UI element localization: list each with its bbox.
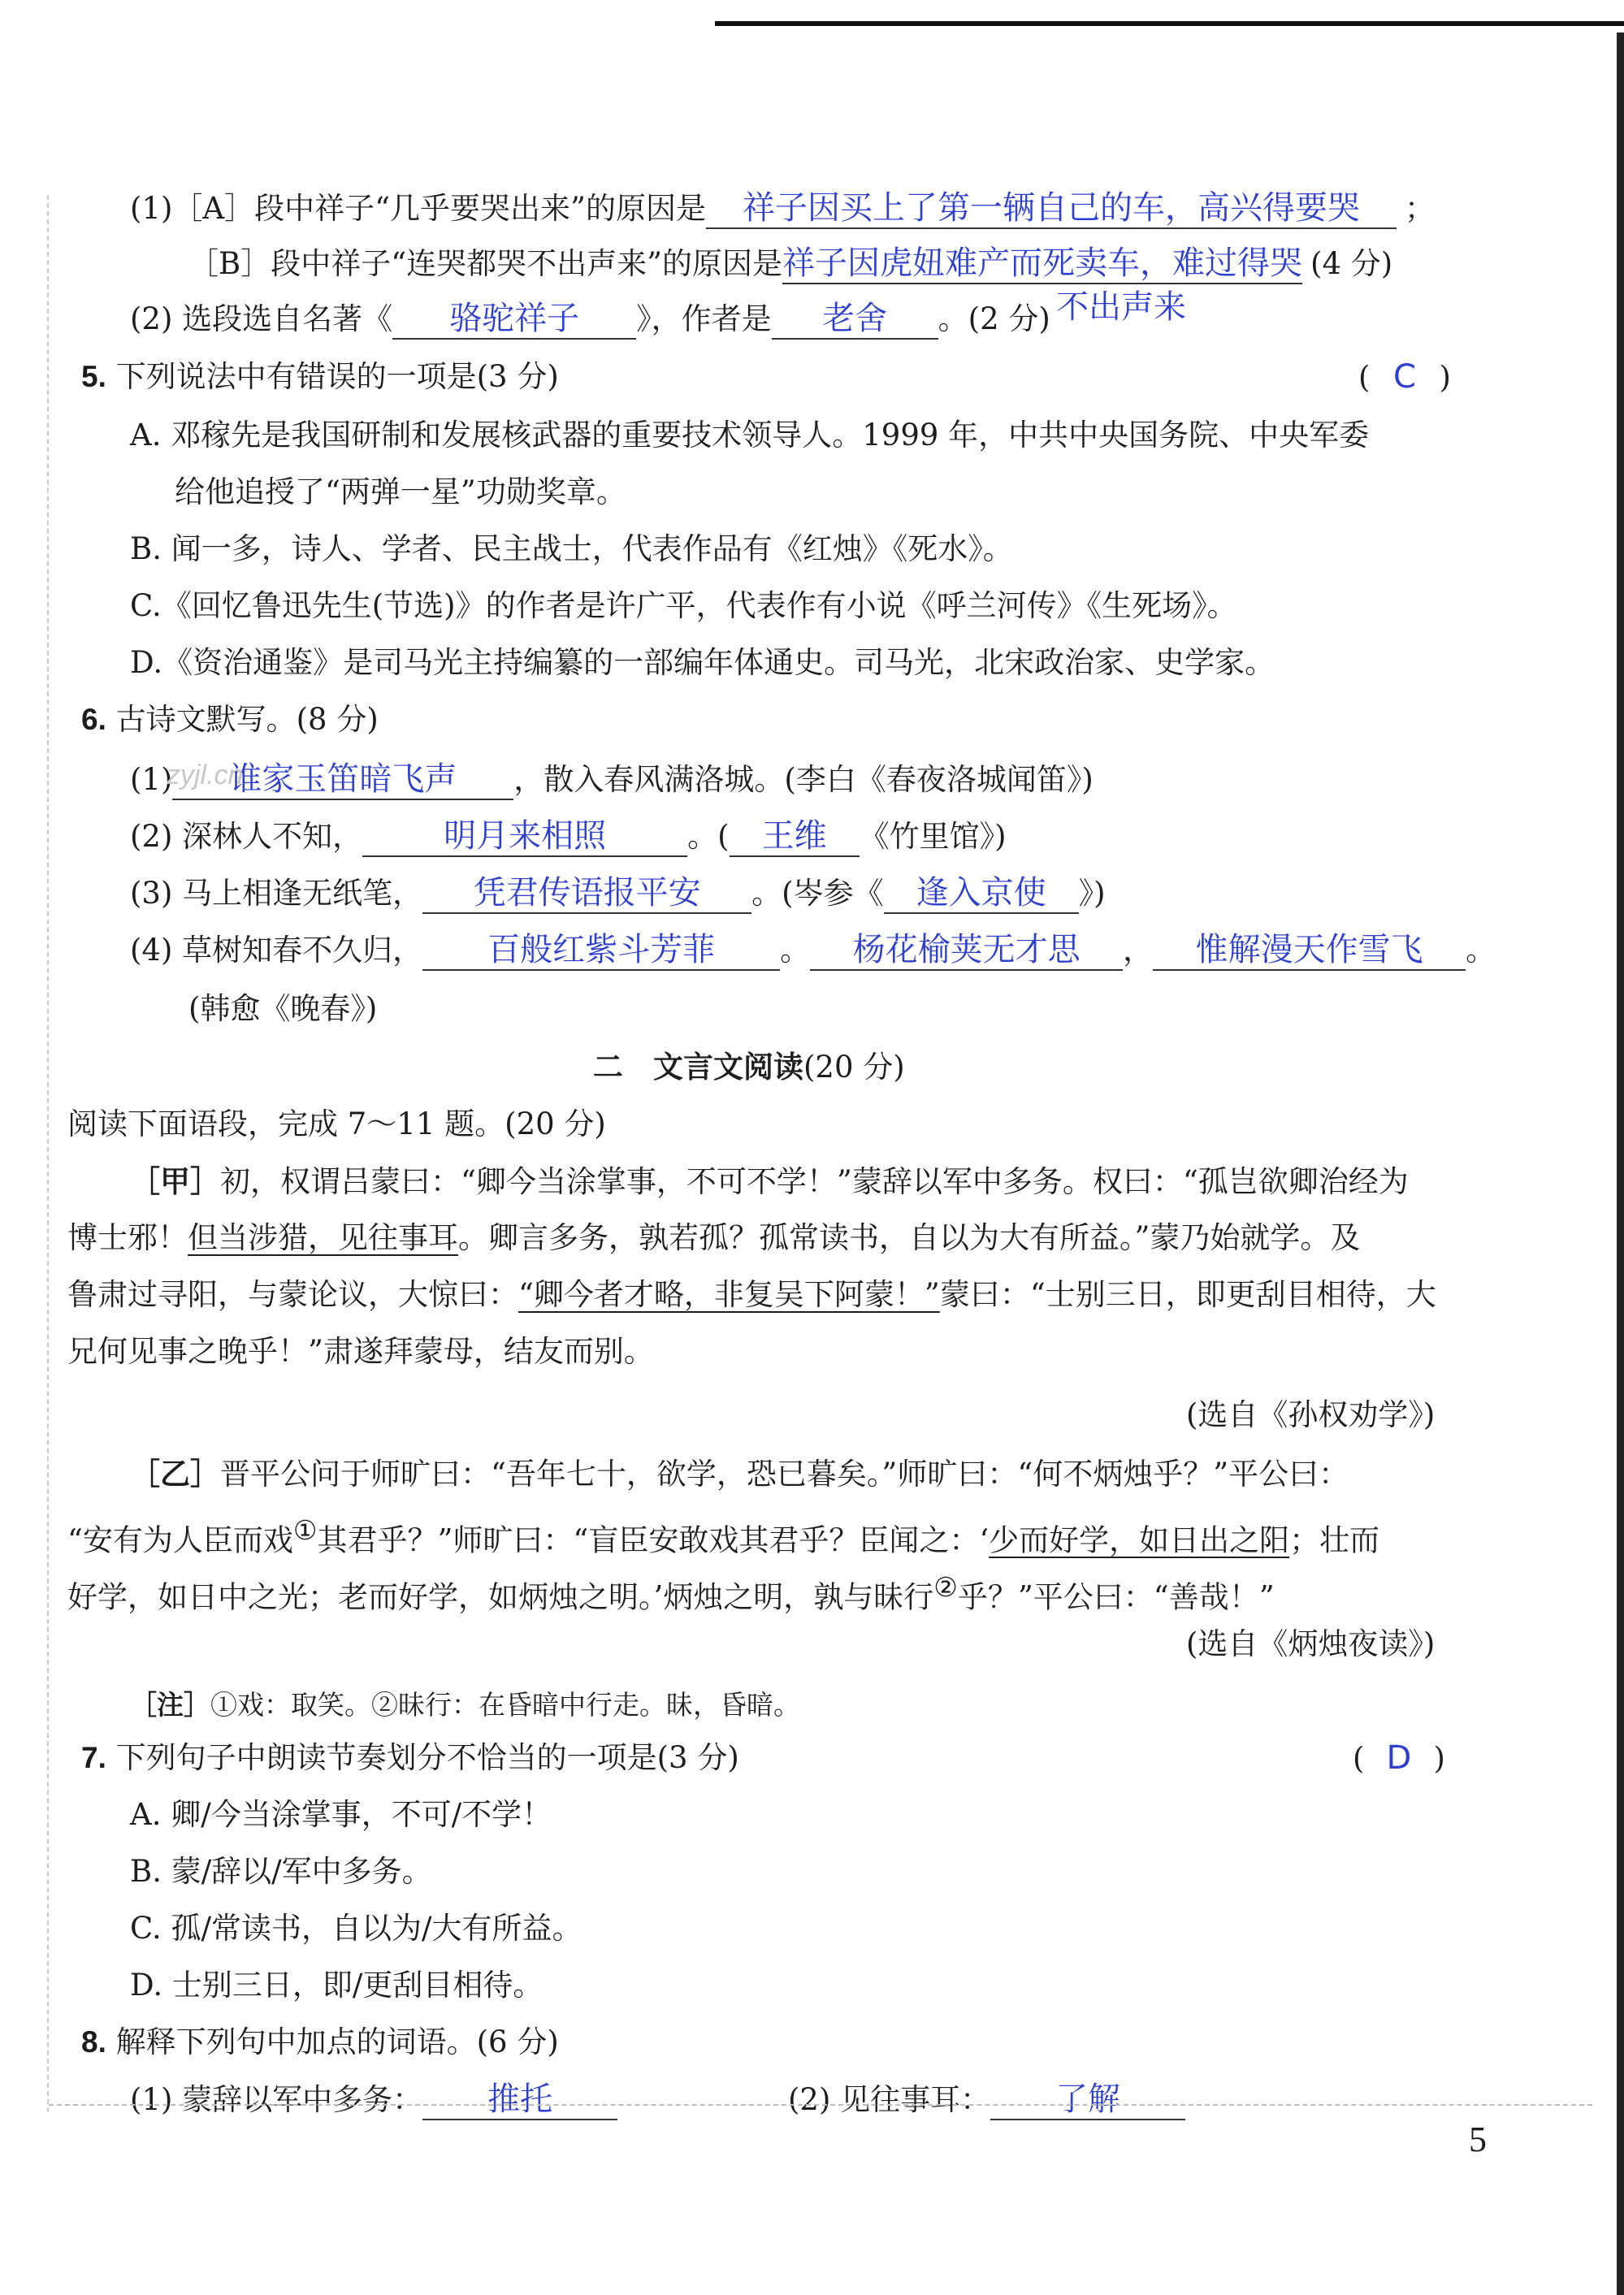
passage-yi-line3: 好学，如日中之光；老而好学，如炳烛之明。’炳烛之明，孰与昧行②乎？”平公曰：“善哉！” bbox=[67, 1571, 1275, 1615]
q6-author-answer: 王维 bbox=[730, 816, 860, 857]
q8-stem: 8. 解释下列句中加点的词语。(6 分) bbox=[81, 2024, 559, 2059]
q4-author-answer: 老舍 bbox=[772, 299, 938, 340]
q5-answer-bracket: ( C ) bbox=[1358, 358, 1451, 396]
q6-sentence-4: (4) 草树知春不久归， 百般红紫斗芳菲 。 杨花榆荚无才思 ， 惟解漫天作雪飞 。 bbox=[130, 930, 1496, 971]
q6-answer-3: 凭君传语报平安 bbox=[422, 873, 751, 914]
q7-answer-bracket: ( D ) bbox=[1353, 1739, 1445, 1777]
q6-answer-4b: 杨花榆荚无才思 bbox=[810, 930, 1123, 971]
passage-jia-line1: ［甲］初，权谓吕蒙曰：“卿今当涂掌事，不可不学！”蒙辞以军中多务。权曰：“孤岂欲卿治经为 bbox=[130, 1163, 1409, 1199]
passage-yi-line2: “安有为人臣而戏①其君乎？”师旷曰：“盲臣安敢戏其君乎？臣闻之：‘少而好学，如日出之阳；壮而 bbox=[67, 1514, 1380, 1558]
bottom-divider bbox=[49, 2104, 1592, 2106]
q6-answer-4c: 惟解漫天作雪飞 bbox=[1153, 930, 1466, 971]
section-title: 二 文言文阅读(20 分) bbox=[593, 1050, 905, 1085]
q7-option-d: D. 士别三日，即/更刮目相待。 bbox=[130, 1968, 543, 2003]
footnote: ［注］①戏：取笑。②昧行：在昏暗中行走。昧，昏暗。 bbox=[130, 1689, 800, 1721]
left-margin-dashes bbox=[47, 195, 49, 2112]
q4-part1-b: ［B］段中祥子“连哭都哭不出声来”的原因是祥子因虎妞难产而死卖车，难过得哭 (4 分) bbox=[188, 244, 1392, 284]
passage-yi-source: (选自《炳烛夜读》) bbox=[1186, 1626, 1436, 1661]
q6-sentence-2: (2) 深林人不知， 明月来相照 。( 王维 《竹里馆》) bbox=[130, 816, 1007, 857]
q5-option-a-line1: A. 邓稼先是我国研制和发展核武器的重要技术领导人。1999 年，中共中央国务院、中央军委 bbox=[130, 418, 1370, 453]
passage-yi-line1: ［乙］晋平公问于师旷曰：“吾年七十，欲学，恐已暮矣。”师旷曰：“何不炳烛乎？”平公曰： bbox=[130, 1456, 1349, 1492]
q8-answer-2: 了解 bbox=[990, 2080, 1185, 2120]
passage-jia-line3: 鲁肃过寻阳，与蒙论议，大惊曰：“卿今者才略，非复吴下阿蒙！”蒙曰：“士别三日，即更刮目相待，大 bbox=[67, 1277, 1436, 1312]
q7-answer: D bbox=[1386, 1739, 1412, 1777]
q6-source: (韩愈《晚春》) bbox=[188, 991, 378, 1026]
watermark: zyjl.cn bbox=[167, 760, 244, 790]
right-edge-bar bbox=[1617, 32, 1624, 2295]
q8-answer-1: 推托 bbox=[422, 2080, 617, 2120]
underlined-sentence: “卿今者才略，非复吴下阿蒙！” bbox=[518, 1277, 940, 1312]
q5-option-d: D.《资治通鉴》是司马光主持编纂的一部编年体通史。司马光，北宋政治家、史学家。 bbox=[130, 645, 1275, 680]
q7-stem: 7. 下列句子中朗读节奏划分不恰当的一项是(3 分) bbox=[81, 1740, 739, 1775]
underlined-sentence: 但当涉猎，见往事耳 bbox=[188, 1220, 458, 1255]
q8-item-2: (2) 见往事耳： 了解 bbox=[788, 2080, 1185, 2120]
passage-jia-source: (选自《孙权劝学》) bbox=[1186, 1397, 1436, 1432]
q6-answer-2: 明月来相照 bbox=[362, 816, 687, 857]
q6-sentence-3: (3) 马上相逢无纸笔， 凭君传语报平安 。(岑参《 逢入京使 》) bbox=[130, 873, 1106, 914]
q4-part1-a: (1)［A］段中祥子“几乎要哭出来”的原因是 祥子因买上了第一辆自己的车，高兴得要哭 ； bbox=[130, 188, 1435, 229]
q6-title-answer: 逢入京使 bbox=[884, 873, 1079, 914]
q5-option-c: C.《回忆鲁迅先生(节选)》的作者是许广平，代表作有小说《呼兰河传》《生死场》。 bbox=[130, 588, 1237, 623]
q6-stem: 6. 古诗文默写。(8 分) bbox=[81, 702, 379, 737]
page-number: 5 bbox=[1469, 2120, 1487, 2159]
q6-answer-1: 谁家玉笛暗飞声 bbox=[172, 760, 513, 800]
passage-jia-line2: 博士邪！但当涉猎，见往事耳。卿言多务，孰若孤？孤常读书，自以为大有所益。”蒙乃始就学。及 bbox=[67, 1220, 1361, 1255]
q4-part2: (2) 选段选自名著《 骆驼祥子 》，作者是 老舍 。(2 分) bbox=[130, 299, 1050, 340]
q6-sentence-1: (1) 谁家玉笛暗飞声 ，散入春风满洛城。(李白《春夜洛城闻笛》) bbox=[130, 760, 1093, 800]
q8-item-1: (1) 蒙辞以军中多务： 推托 bbox=[130, 2080, 617, 2120]
q7-option-a: A. 卿/今当涂掌事，不可/不学！ bbox=[130, 1797, 552, 1832]
q4-book-answer: 骆驼祥子 bbox=[392, 299, 636, 340]
q4-answer-a: 祥子因买上了第一辆自己的车，高兴得要哭 bbox=[706, 188, 1397, 229]
q5-option-b: B. 闻一多，诗人、学者、民主战士，代表作品有《红烛》《死水》。 bbox=[130, 531, 1013, 566]
top-edge-bar bbox=[715, 21, 1624, 26]
passage-jia-line4: 兄何见事之晚乎！”肃遂拜蒙母，结友而别。 bbox=[67, 1334, 654, 1369]
q4-answer-b-continuation: 不出声来 bbox=[1056, 288, 1186, 326]
q4-answer-b: 祥子因虎妞难产而死卖车，难过得哭 bbox=[782, 244, 1302, 284]
q5-option-a-line2: 给他追授了“两弹一星”功勋奖章。 bbox=[175, 474, 626, 509]
underlined-sentence: 少而好学，如日出之阳 bbox=[989, 1522, 1290, 1558]
section-intro: 阅读下面语段，完成 7～11 题。(20 分) bbox=[67, 1106, 606, 1141]
q6-answer-4a: 百般红紫斗芳菲 bbox=[422, 930, 780, 971]
q5-stem: 5. 下列说法中有错误的一项是(3 分) bbox=[81, 359, 559, 394]
q5-answer: C bbox=[1392, 358, 1416, 396]
q7-option-b: B. 蒙/辞以/军中多务。 bbox=[130, 1854, 432, 1889]
q7-option-c: C. 孤/常读书，自以为/大有所益。 bbox=[130, 1911, 582, 1946]
